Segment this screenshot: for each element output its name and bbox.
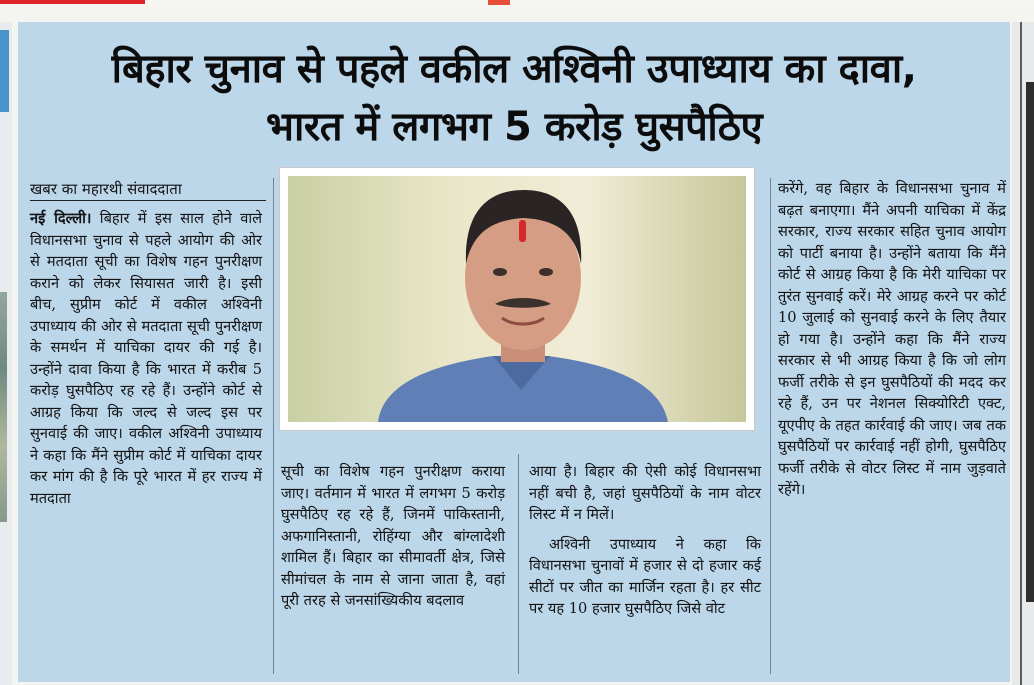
column-divider-2 bbox=[518, 454, 519, 674]
byline: खबर का महारथी संवाददाता bbox=[30, 178, 266, 201]
article-column-4: करेंगे, वह बिहार के विधानसभा चुनाव में बढ़त बनाएगा। मैंने अपनी याचिका में केंद्र सरकार, राज्य सरकार सहित चुनाव आयोग को पार्टी बनाया है। उन्होंने बताया कि मैंने कोर्ट से आग्रह किया है कि मेरी याचिका पर तुरंत सुनवाई करें। मेरे आग्रह करने पर कोर्ट 10 जुलाई को सुनवाई करने के लिए तैयार हो गया है। उन्होंने कहा कि मैंने राज्य सरकार से भी आग्रह किया है कि जो लोग फर्जी तरीके से इन घुसपैठियों की मदद कर रहे हैं, उन पर नेशनल सिक्योरिटी एक्ट, यूएपीए के तहत कार्रवाई की जाए। जब तक घुसपैठियों पर कार्रवाई नहीं होगी, घुसपैठिए फर्जी तरीके से वोटर लिस्ट में नाम जुड़वाते रहेंगे। bbox=[778, 180, 1006, 498]
right-adjacent-article-edge bbox=[1012, 22, 1034, 685]
column-divider-3 bbox=[770, 178, 771, 674]
portrait-illustration bbox=[288, 176, 746, 422]
top-strip bbox=[0, 0, 1034, 6]
article-column-3 bbox=[529, 461, 761, 620]
column-3-paragraph-2-text: अश्विनी उपाध्याय ने कहा कि विधानसभा चुनावों में हजार से दो हजार कई सीटों पर जीत का मार्जिन रहता है। हर सीट पर यह 10 हजार घुसपैठिए जिसे वोट bbox=[529, 535, 761, 617]
right-edge-dark-strip bbox=[1026, 82, 1034, 602]
left-edge-photo-strip bbox=[0, 292, 7, 522]
left-eye bbox=[493, 268, 507, 276]
article-column-1 bbox=[30, 208, 262, 509]
column-1-text: बिहार में इस साल होने वाले विधानसभा चुनाव से पहले आयोग की ओर से मतदाता सूची का विशेष गहन पुनरीक्षण कराने को लेकर सियासत जारी है। इसी बीच, सुप्रीम कोर्ट में वकील अश्विनी उपाध्याय की ओर से मतदाता सूची पुनरीक्षण के समर्थन में याचिका दायर की गई है। उन्होंने दावा किया है कि भारत में करीब 5 करोड़ घुसपैठिए रह रहे हैं। उन्होंने कोर्ट से आग्रह किया कि जल्द से जल्द इस पर सुनवाई की जाए। वकील अश्विनी उपाध्याय ने कहा कि मैंने सुप्रीम कोर्ट में याचिका दायर कर मांग की है कि पूरे भारत में हर राज्य में मतदाता bbox=[30, 210, 263, 507]
headline bbox=[18, 40, 1010, 156]
red-bar-left bbox=[0, 0, 145, 4]
right-eye bbox=[539, 268, 553, 276]
headline-line-2: भारत में लगभग 5 करोड़ घुसपैठिए bbox=[265, 104, 763, 150]
column-3-paragraph-1: आया है। बिहार की ऐसी कोई विधानसभा नहीं बची है, जहां घुसपैठियों के नाम वोटर लिस्ट में न मिलें। bbox=[529, 463, 761, 523]
left-adjacent-article-edge bbox=[0, 22, 12, 685]
right-edge-rule bbox=[1020, 22, 1022, 685]
column-3-paragraph-2 bbox=[529, 534, 761, 620]
left-edge-blue-block bbox=[0, 30, 9, 112]
news-article bbox=[18, 22, 1010, 682]
article-photo bbox=[280, 168, 754, 430]
dateline: नई दिल्ली। bbox=[30, 210, 92, 227]
headline-line-1: बिहार चुनाव से पहले वकील अश्विनी उपाध्याय का दावा, bbox=[111, 46, 917, 92]
red-bar-center bbox=[488, 0, 510, 5]
column-divider-1 bbox=[273, 178, 274, 674]
tilak bbox=[519, 220, 526, 242]
article-column-2: सूची का विशेष गहन पुनरीक्षण कराया जाए। वर्तमान में भारत में लगभग 5 करोड़ घुसपैठिए रह रहे हैं, जिनमें पाकिस्तानी, अफगानिस्तानी, रोहिंग्या और बांग्लादेशी शामिल हैं। बिहार का सीमावर्ती क्षेत्र, जिसे सीमांचल के नाम से जाना जाता है, वहां पूरी तरह से जनसांख्यिकीय बदलाव bbox=[281, 463, 505, 609]
